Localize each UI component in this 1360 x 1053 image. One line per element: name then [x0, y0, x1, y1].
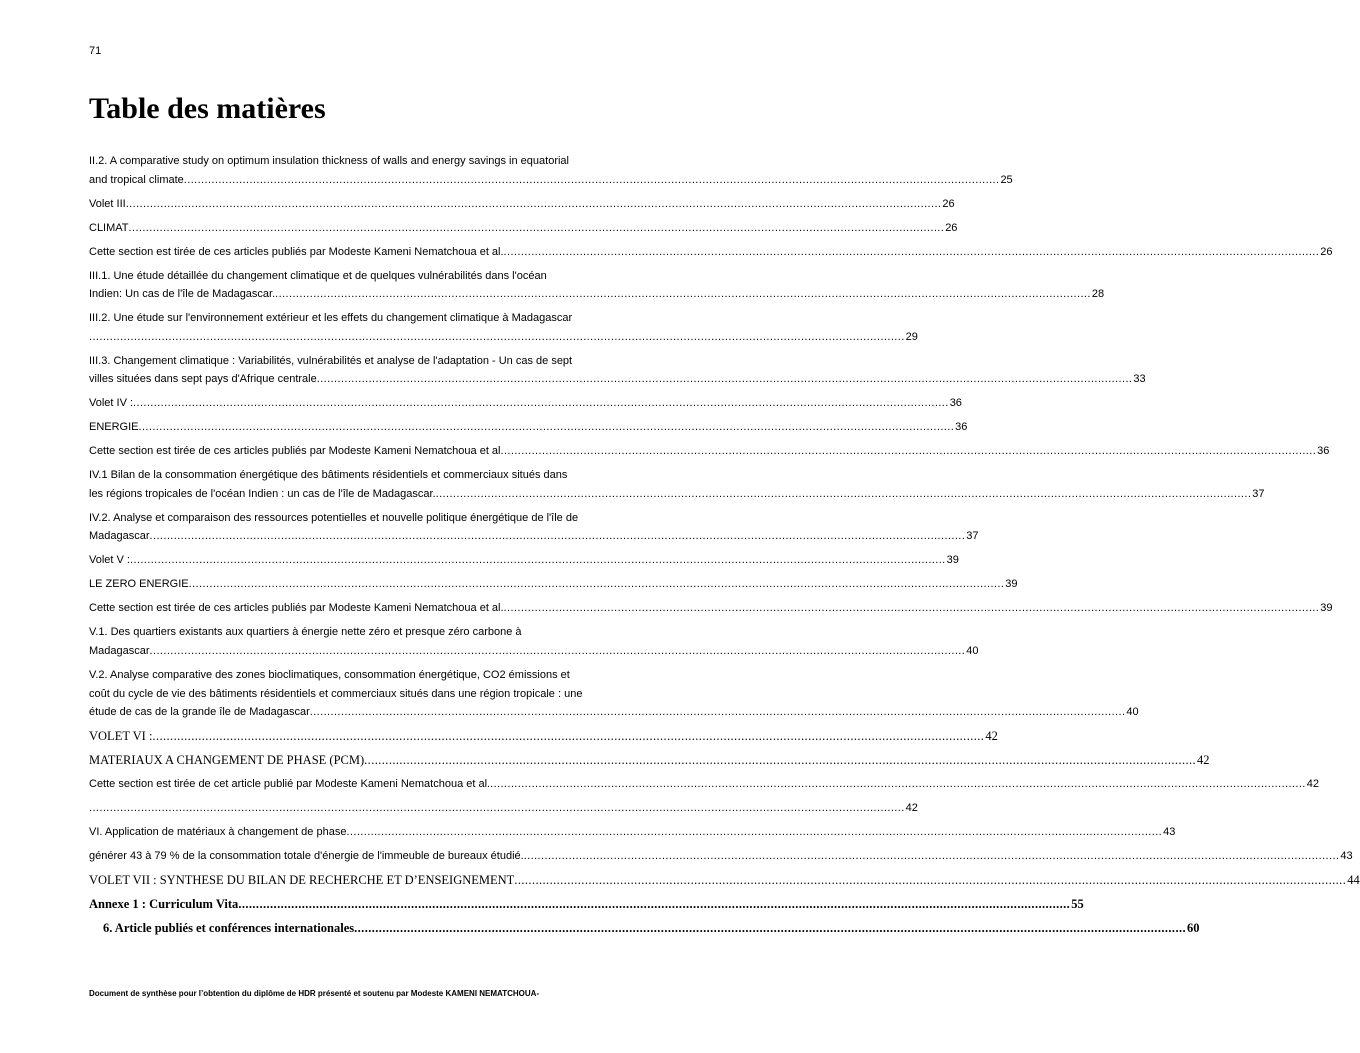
toc-page-number: 28 — [1091, 288, 1105, 301]
toc-entry-v-2[interactable] — [89, 666, 1139, 722]
toc-entry-text: V.1. Des quartiers existants aux quartiers à énergie nette zéro et presque zéro carbone à — [89, 626, 522, 639]
dot-leader — [150, 642, 966, 661]
toc-entry-section-source[interactable] — [89, 599, 1333, 618]
toc-entry-volet-iv[interactable] — [89, 394, 962, 413]
toc-entry-text: Volet III — [89, 197, 126, 210]
toc-entry-vi-application[interactable] — [89, 823, 1176, 842]
dot-leader — [150, 527, 966, 546]
toc-entry-volet-iii[interactable] — [89, 195, 955, 214]
dot-leader — [129, 219, 945, 238]
toc-entry-text: Cette section est tirée de ces articles publiés par Modeste Kameni Nematchoua et al — [89, 445, 501, 458]
toc-page-number: 40 — [966, 644, 979, 657]
toc-page-number: 42 — [1197, 753, 1210, 768]
toc-entry-volet-vii[interactable] — [89, 871, 1360, 890]
page-title: Table des matières — [89, 92, 326, 125]
toc-page-number: 37 — [1252, 487, 1265, 500]
dot-leader — [184, 171, 1000, 190]
toc-entry-text: ENERGIE — [89, 421, 139, 434]
page-footer: Document de synthèse pour l’obtention du diplôme de HDR présenté et soutenu par Modeste KAMENI NEMATCHOUA- — [89, 989, 540, 998]
toc-page-number: 29 — [905, 330, 918, 343]
dot-leader — [310, 703, 1126, 722]
toc-page-number: 43 — [1340, 850, 1353, 862]
toc-page-number: 37 — [966, 530, 979, 543]
dot-leader — [139, 418, 955, 437]
toc-entry-generer[interactable] — [89, 847, 1353, 866]
toc-entry-text: III.3. Changement climatique : Variabilités, vulnérabilités et analyse de l'adaptation - Un cas de sept — [89, 354, 573, 367]
toc-entry-text: les régions tropicales de l'océan Indien : un cas de l'île de Madagascar. — [89, 487, 436, 500]
dot-leader — [189, 575, 1005, 594]
toc-page-number: 33 — [1133, 373, 1146, 386]
dot-leader — [524, 847, 1340, 866]
toc-entry-text: and tropical climate — [89, 173, 184, 186]
toc-entry-volet-v[interactable] — [89, 551, 959, 570]
toc-entry-section-source[interactable] — [89, 243, 1333, 262]
dot-leader — [501, 442, 1317, 461]
toc-entry-text: Volet V : — [89, 554, 130, 567]
toc-entry-text: III.1. Une étude détaillée du changement climatique et de quelques vulnérabilités dans l'océan — [89, 269, 547, 282]
toc-page-number: 42 — [905, 802, 918, 815]
dot-leader — [89, 799, 905, 818]
dot-leader — [436, 485, 1252, 504]
toc-entry-climat[interactable] — [89, 219, 958, 238]
toc-page-number: 44 — [1347, 872, 1360, 887]
toc-page-number: 36 — [1317, 445, 1330, 458]
dot-leader — [152, 727, 984, 746]
toc-entry-annexe-1[interactable] — [89, 895, 1084, 914]
toc-page-number: 60 — [1187, 920, 1200, 935]
toc-page-number: 39 — [946, 554, 959, 567]
toc-entry-text: Cette section est tirée de ces articles publiés par Modeste Kameni Nematchoua et al. — [89, 245, 504, 258]
toc-page-number: 42 — [985, 729, 998, 744]
dot-leader — [133, 394, 949, 413]
toc-entry-text: LE ZERO ENERGIE — [89, 578, 189, 591]
toc-entry-blank[interactable] — [89, 799, 918, 818]
toc-entry-articles[interactable] — [89, 919, 1200, 938]
toc-entry-text: Cette section est tirée de cet article publié par Modeste Kameni Nematchoua et al. — [89, 778, 491, 791]
toc-entry-text: VOLET VII : SYNTHESE DU BILAN DE RECHERCHE ET D’ENSEIGNEMENT — [89, 872, 515, 887]
toc-entry-text: IV.2. Analyse et comparaison des ressources potentielles et nouvelle politique énergétique de l'île de — [89, 511, 579, 524]
toc-entry-section-source[interactable] — [89, 442, 1330, 461]
dot-leader — [346, 823, 1162, 842]
toc-entry-text: Madagascar — [89, 644, 150, 657]
toc-page-number: 42 — [1306, 778, 1320, 791]
dot-leader — [130, 551, 946, 570]
dot-leader — [364, 751, 1196, 770]
toc-entry-text: VI. Application de matériaux à changement de phase — [89, 826, 347, 839]
toc-page-number: 25 — [1000, 173, 1013, 186]
table-of-contents — [89, 152, 1360, 943]
toc-entry-text: VOLET VI : — [89, 729, 153, 744]
toc-entry-zero-energie[interactable] — [89, 575, 1018, 594]
toc-entry-text: V.2. Analyse comparative des zones bioclimatiques, consommation énergétique, CO2 émissions et — [89, 668, 570, 681]
toc-entry-text: villes situées dans sept pays d'Afrique centrale — [89, 373, 317, 386]
toc-entry-text: Indien: Un cas de l'île de Madagascar. — [89, 288, 276, 301]
dot-leader — [514, 871, 1346, 890]
toc-entry-iv-1[interactable] — [89, 466, 1265, 503]
dot-leader — [126, 195, 942, 214]
dot-leader — [317, 370, 1133, 389]
toc-page-number: 39 — [1005, 578, 1018, 591]
toc-entry-v-1[interactable] — [89, 623, 979, 660]
toc-entry-text: 6. Article publiés et conférences internationales — [103, 920, 355, 935]
toc-page-number: 40 — [1126, 706, 1139, 719]
toc-entry-text: coût du cycle de vie des bâtiments résidentiels et commerciaux situés dans une région tropicale : une — [89, 687, 583, 700]
toc-entry-ii-2[interactable] — [89, 152, 1013, 189]
toc-page-number: 36 — [955, 421, 968, 434]
toc-page-number: 26 — [1320, 245, 1333, 258]
toc-entry-volet-vi[interactable] — [89, 727, 998, 746]
toc-entry-text: Madagascar — [89, 530, 150, 543]
toc-entry-text: Volet IV : — [89, 397, 134, 410]
dot-leader — [89, 328, 905, 347]
toc-entry-text: Cette section est tirée de ces articles publiés par Modeste Kameni Nematchoua et al. — [89, 602, 504, 615]
page-number: 71 — [89, 45, 102, 57]
toc-page-number: 36 — [949, 397, 962, 410]
dot-leader — [354, 919, 1186, 938]
dot-leader — [490, 775, 1306, 794]
toc-entry-text: étude de cas de la grande île de Madagascar — [89, 706, 310, 719]
toc-entry-iii-1[interactable] — [89, 267, 1105, 304]
toc-entry-text: III.2. Une étude sur l'environnement extérieur et les effets du changement climatique à Madagascar — [89, 312, 573, 325]
toc-page-number: 26 — [942, 197, 955, 210]
toc-page-number: 39 — [1320, 602, 1333, 615]
toc-page-number: 26 — [945, 221, 958, 234]
toc-page-number: 55 — [1071, 896, 1084, 911]
toc-entry-iv-2[interactable] — [89, 509, 979, 546]
toc-entry-iii-2[interactable] — [89, 309, 918, 346]
toc-entry-pcm[interactable] — [89, 751, 1210, 770]
toc-entry-section-source[interactable] — [89, 775, 1320, 794]
dot-leader — [504, 599, 1320, 618]
toc-entry-text: MATERIAUX A CHANGEMENT DE PHASE (PCM) — [89, 753, 365, 768]
toc-entry-text: IV.1 Bilan de la consommation énergétique des bâtiments résidentiels et commerciaux situés dans — [89, 469, 568, 482]
toc-entry-text: Annexe 1 : Curriculum Vita — [89, 896, 239, 911]
toc-entry-text: générer 43 à 79 % de la consommation totale d'énergie de l'immeuble de bureaux étudié. — [89, 850, 524, 862]
toc-page-number: 43 — [1163, 826, 1176, 839]
dot-leader — [238, 895, 1070, 914]
toc-entry-text: II.2. A comparative study on optimum insulation thickness of walls and energy savings in equatorial — [89, 155, 569, 167]
toc-entry-energie[interactable] — [89, 418, 968, 437]
toc-entry-iii-3[interactable] — [89, 352, 1146, 389]
dot-leader — [275, 285, 1091, 304]
dot-leader — [504, 243, 1320, 262]
toc-entry-text: CLIMAT — [89, 221, 129, 234]
